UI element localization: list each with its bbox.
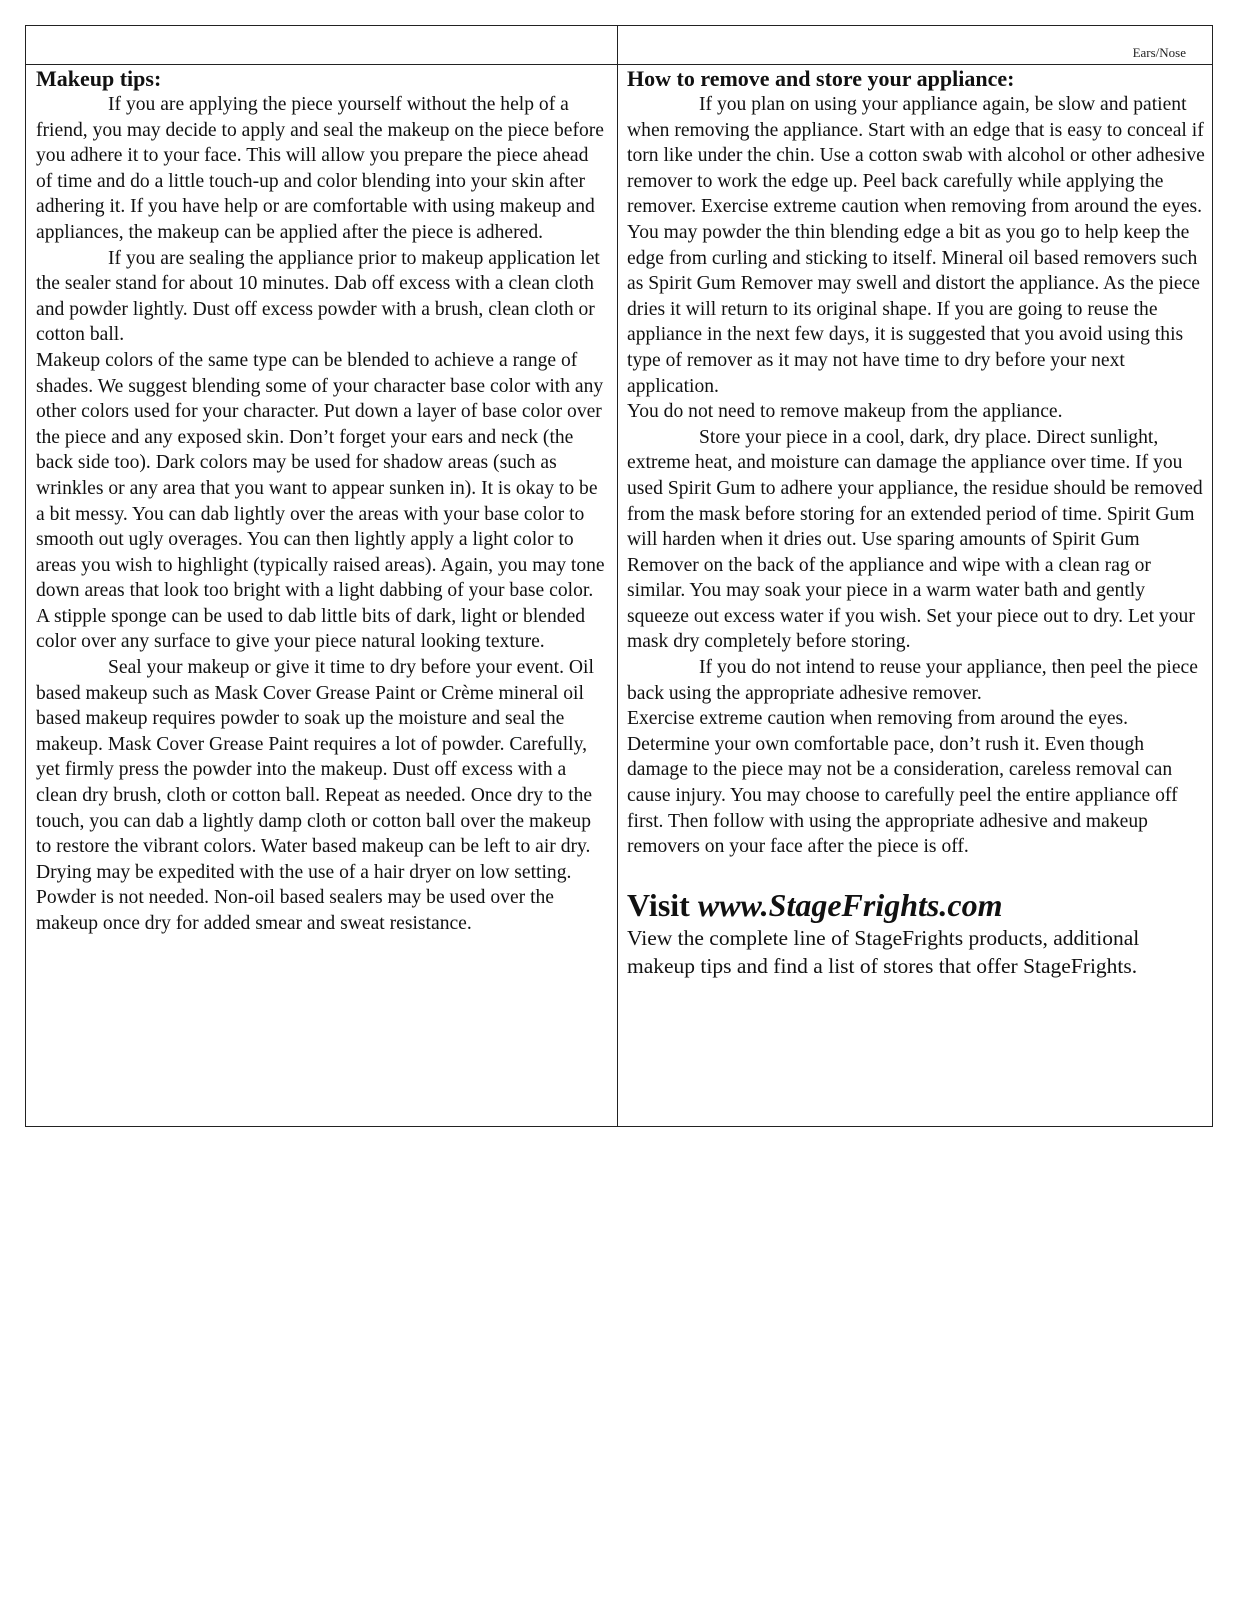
paragraph: If you are sealing the appliance prior to makeup application let the sealer stand for about 10 minutes. Dab off excess with a clean cloth and powder lightly. Dust off excess powder with a brush, clean cloth or cotton ball.	[36, 247, 600, 346]
remove-store-heading: How to remove and store your appliance:	[627, 66, 1015, 91]
instruction-table	[25, 25, 1213, 1127]
paragraph: Makeup colors of the same type can be blended to achieve a range of shades. We suggest blending some of your character base color with any other colors used for your character. Put down a layer of base color over the piece and any exposed skin. Don’t forget your ears and neck (the back side too). Dark colors may be used for shadow areas (such as wrinkles or any area that you want to appear sunken in). It is okay to be a bit messy. You can dab lightly over the areas with your base color to smooth out ugly overages. You can then lightly apply a light color to areas you wish to highlight (typically raised areas). Again, you may tone down areas that look too bright with a light dabbing of your base color. A stipple sponge can be used to dab little bits of dark, light or blended color over any surface to give your piece natural looking texture.	[36, 349, 605, 653]
makeup-tips-column	[36, 66, 608, 937]
visit-prefix: Visit	[627, 886, 690, 923]
paragraph: If you plan on using your appliance again, be slow and patient when removing the appliance. Start with an edge that is easy to conceal if torn like under the chin. Use a cotton swab with alcohol or other adhesive remover to work the edge up. Peel back carefully while applying the remover. Exercise extreme caution when removing from around the eyes. You may powder the thin blending edge a bit as you go to help keep the edge from curling and sticking to itself. Mineral oil based removers such as Spirit Gum Remover may swell and distort the appliance. As the piece dries it will return to its original shape. If you are going to reuse the appliance in the next few days, it is suggested that you avoid using this type of remover as it may not have time to dry before your next application.	[627, 94, 1205, 397]
column-divider	[617, 26, 618, 1126]
visit-description: View the complete line of StageFrights products, additional makeup tips and find a list of stores that offer StageFrights.	[627, 925, 1140, 978]
paragraph: Store your piece in a cool, dark, dry place. Direct sunlight, extreme heat, and moisture can damage the appliance over time. If you used Spirit Gum to adhere your appliance, the residue should be removed from the mask before storing for an extended period of time. Spirit Gum will harden when it dries out. Use sparing amounts of Spirit Gum Remover on the back of the appliance and wipe with a clean rag or similar. You may soak your piece in a warm water bath and gently squeeze out excess water if you wish. Set your piece out to dry. Let your mask dry completely before storing.	[627, 426, 1203, 653]
paragraph: Exercise extreme caution when removing from around the eyes. Determine your own comfortable pace, don’t rush it. Even though damage to the piece may not be a consideration, careless removal can cause injury. You may choose to carefully peel the entire appliance off first. Then follow with using the appropriate adhesive and makeup removers on your face after the piece is off.	[627, 708, 1178, 858]
visit-website-block	[627, 886, 1205, 980]
visit-title	[627, 886, 1205, 924]
paragraph: If you are applying the piece yourself without the help of a friend, you may decide to apply and seal the makeup on the piece before you adhere it to your face. This will allow you prepare the piece ahead of time and do a little touch-up and color blending into your skin after adhering it. If you have help or are comfortable with using makeup and appliances, the makeup can be applied after the piece is adhered.	[36, 94, 604, 243]
remove-store-column	[627, 66, 1205, 980]
makeup-tips-body	[36, 92, 608, 937]
makeup-tips-heading: Makeup tips:	[36, 66, 162, 91]
website-link[interactable]: www.StageFrights.com	[697, 886, 1003, 923]
paragraph: Seal your makeup or give it time to dry before your event. Oil based makeup such as Mask Cover Grease Paint or Crème mineral oil based makeup requires powder to soak up the moisture and seal the makeup. Mask Cover Grease Paint requires a lot of powder. Carefully, yet firmly press the powder into the makeup. Dust off excess with a clean dry brush, cloth or cotton ball. Repeat as needed. Once dry to the touch, you can dab a lightly damp cloth or cotton ball over the makeup to restore the vibrant colors. Water based makeup can be left to air dry. Drying may be expedited with the use of a hair dryer on low setting. Powder is not needed. Non-oil based sealers may be used over the makeup once dry for added smear and sweat resistance.	[36, 657, 594, 934]
paragraph: If you do not intend to reuse your appliance, then peel the piece back using the appropriate adhesive remover.	[627, 657, 1198, 704]
paragraph: You do not need to remove makeup from the appliance.	[627, 401, 1063, 423]
remove-store-body	[627, 92, 1205, 860]
corner-label: Ears/Nose	[1132, 45, 1186, 60]
table-header-row	[26, 26, 1212, 65]
